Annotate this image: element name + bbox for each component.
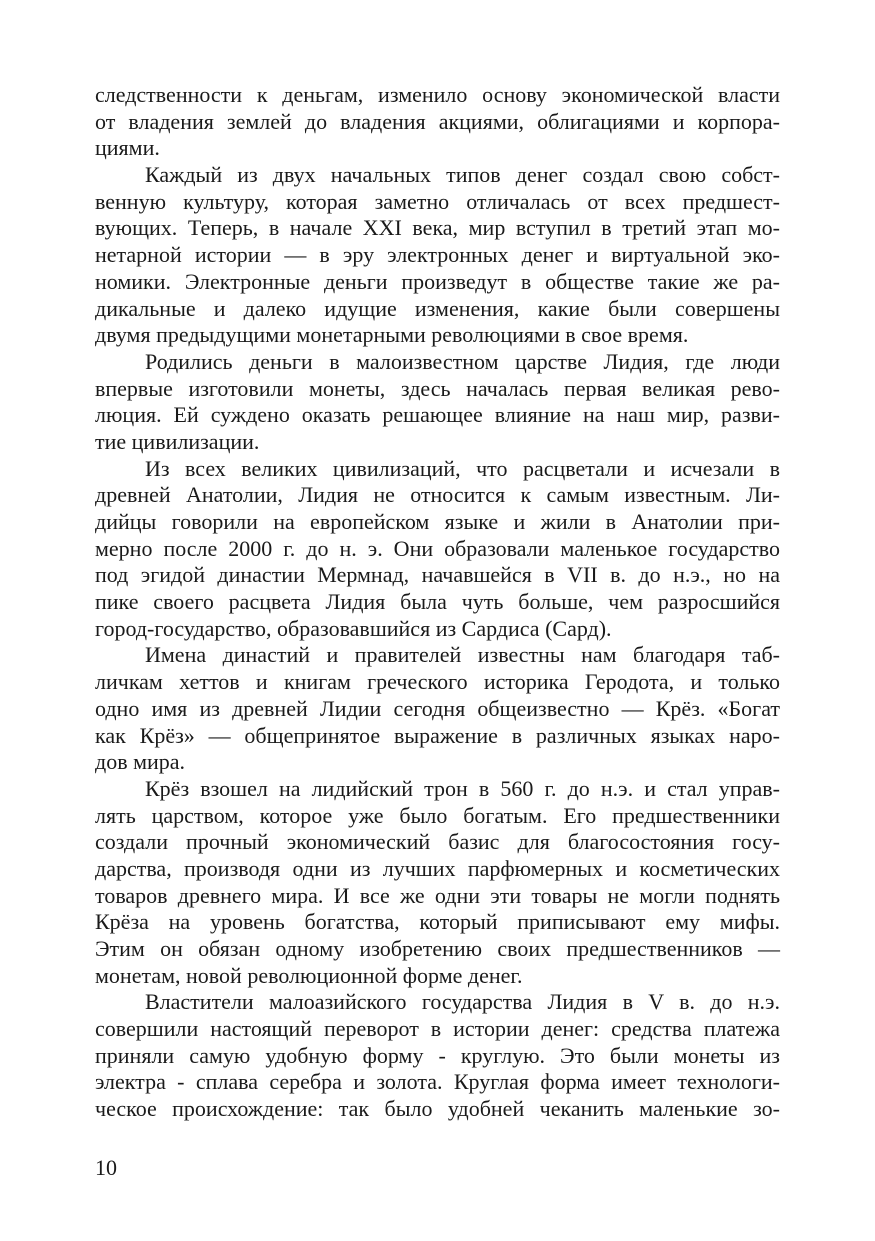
text-line: Этим он обязан одному изобретению своих предшественников — [95, 936, 780, 961]
text-line: ческое происхождение: так было удобней чеканить маленькие зо- [95, 1096, 780, 1122]
text-line: товаров древнего мира. И все же одни эти товары не могли поднять [95, 882, 780, 908]
paragraph [95, 776, 780, 990]
text-line: Крёз взошел на лидийский трон в 560 г. до н.э. и стал управ- [145, 775, 780, 801]
text-line: как Крёз» — общепринятое выражение в различных языках наро- [95, 722, 780, 748]
text-line: дов мира. [95, 749, 186, 775]
paragraph [95, 642, 780, 775]
text-line: одно имя из древней Лидии сегодня общеизвестно — Крёз. «Богат [95, 695, 780, 721]
text-line: приняли самую удобную форму - круглую. Это были монеты из [95, 1042, 780, 1068]
text-line: под эгидой династии Мермнад, начавшейся в VII в. до н.э., но на [95, 562, 780, 588]
body-text [95, 82, 780, 1123]
text-line: личкам хеттов и книгам греческого историка Геродота, и только [95, 669, 780, 695]
text-line: Крёза на уровень богатства, который приписывают ему мифы. [95, 909, 780, 935]
text-line: дийцы говорили на европейском языке и жили в Анатолии при- [95, 509, 780, 534]
text-line: венную культуру, которая заметно отличалась от всех предшест- [95, 188, 780, 214]
paragraph [95, 82, 780, 162]
text-line: создали прочный экономический базис для благосостояния госу- [95, 829, 780, 855]
text-line: дикальные и далеко идущие изменения, какие были совершены [95, 295, 780, 321]
text-line: следственности к деньгам, изменило основу экономической власти [95, 82, 780, 107]
text-line: Имена династий и правителей известны нам благодаря таб- [145, 642, 780, 668]
text-line: Властители малоазийского государства Лидия в V в. до н.э. [145, 989, 780, 1015]
paragraph [95, 456, 780, 643]
text-line: от владения землей до владения акциями, облигациями и корпора- [95, 108, 780, 134]
text-line: Родились деньги в малоизвестном царстве Лидия, где люди [145, 348, 780, 374]
paragraph [95, 162, 780, 349]
paragraph [95, 349, 780, 456]
text-line: вующих. Теперь, в начале XXI века, мир вступил в третий этап мо- [95, 215, 780, 241]
text-line: дарства, производя одни из лучших парфюмерных и косметических [95, 855, 780, 881]
text-line: лять царством, которое уже было богатым. Его предшественники [95, 802, 780, 828]
text-line: циями. [95, 135, 160, 161]
text-line: двумя предыдущими монетарными революциями в свое время. [95, 322, 689, 348]
text-line: нетарной истории — в эру электронных денег и виртуальной эко- [95, 242, 780, 268]
text-line: пике своего расцвета Лидия была чуть больше, чем разросшийся [95, 589, 780, 615]
text-line: древней Анатолии, Лидия не относится к самым известным. Ли- [95, 482, 780, 508]
text-line: Из всех великих цивилизаций, что расцветали и исчезали в [145, 455, 780, 481]
text-line: город-государство, образовавшийся из Сардиса (Сард). [95, 615, 612, 641]
text-line: монетам, новой революционной форме денег. [95, 962, 523, 988]
text-line: электра - сплава серебра и золота. Круглая форма имеет технологи- [95, 1069, 780, 1095]
paragraph [95, 989, 780, 1122]
text-line: Каждый из двух начальных типов денег создал свою собст- [145, 162, 780, 188]
text-line: тие цивилизации. [95, 428, 260, 454]
text-line: номики. Электронные деньги произведут в обществе такие же ра- [95, 268, 780, 294]
text-line: мерно после 2000 г. до н. э. Они образовали маленькое государство [95, 535, 780, 561]
text-line: люция. Ей суждено оказать решающее влияние на наш мир, разви- [95, 402, 780, 428]
text-line: совершили настоящий переворот в истории денег: средства платежа [95, 1016, 780, 1042]
text-line: впервые изготовили монеты, здесь началась первая великая рево- [95, 375, 780, 401]
page-number: 10 [95, 1155, 117, 1180]
